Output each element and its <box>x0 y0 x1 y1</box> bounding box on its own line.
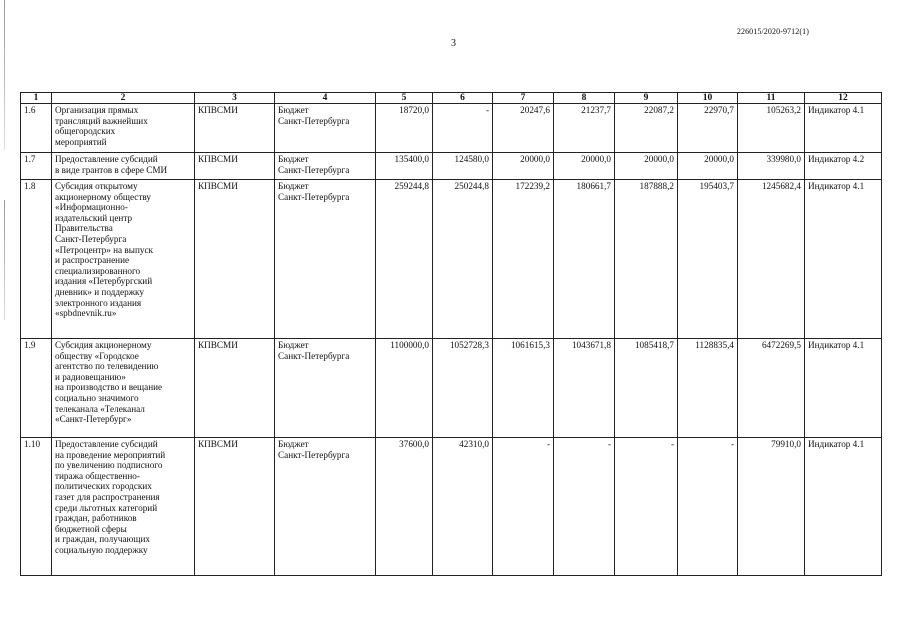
row-id: 1.9 <box>21 339 52 438</box>
row-value: 1245682,4 <box>738 180 805 339</box>
column-header: 1 <box>21 93 52 104</box>
row-value: 339980,0 <box>738 153 805 180</box>
row-value: 21237,7 <box>554 104 615 153</box>
document-id: 226015/2020-9712(1) <box>736 27 809 36</box>
table-row <box>21 438 882 576</box>
row-source: Бюджет Санкт-Петербурга <box>275 104 376 153</box>
row-indicator: Индикатор 4.1 <box>805 104 882 153</box>
row-executor: КПВСМИ <box>195 339 275 438</box>
row-id: 1.6 <box>21 104 52 153</box>
column-header: 9 <box>615 93 678 104</box>
row-source: Бюджет Санкт-Петербурга <box>275 180 376 339</box>
row-value: 187888,2 <box>615 180 678 339</box>
row-value: 6472269,5 <box>738 339 805 438</box>
scan-margin-mark <box>4 200 5 320</box>
column-header: 5 <box>376 93 433 104</box>
table-row <box>21 180 882 339</box>
row-id: 1.10 <box>21 438 52 576</box>
row-value: 37600,0 <box>376 438 433 576</box>
table-row <box>21 104 882 153</box>
row-name: Субсидия открытому акционерному обществу «Информационно- издательский центр Правительства Санкт-Петербурга «Петроцентр» на выпуск и распространение специализированного издания «Петербургский дневник» и поддержку электронного издания «spbdnevnik.ru» <box>52 180 195 339</box>
row-value: 79910,0 <box>738 438 805 576</box>
column-header: 2 <box>52 93 195 104</box>
row-indicator: Индикатор 4.2 <box>805 153 882 180</box>
row-value: 135400,0 <box>376 153 433 180</box>
row-value: 250244,8 <box>433 180 493 339</box>
row-value: 1052728,3 <box>433 339 493 438</box>
row-value: 105263,2 <box>738 104 805 153</box>
row-value: 1128835,4 <box>678 339 738 438</box>
column-header: 10 <box>678 93 738 104</box>
row-value: 18720,0 <box>376 104 433 153</box>
row-value: 42310,0 <box>433 438 493 576</box>
page-number: 3 <box>451 38 456 49</box>
row-value: 1100000,0 <box>376 339 433 438</box>
row-value: 172239,2 <box>493 180 554 339</box>
column-header: 11 <box>738 93 805 104</box>
table-row <box>21 153 882 180</box>
row-value: 20247,6 <box>493 104 554 153</box>
row-name: Субсидия акционерному обществу «Городское агентство по телевидению и радиовещанию» на производство и вещание социально значимого телеканала «Телеканал «Санкт-Петербург» <box>52 339 195 438</box>
row-id: 1.8 <box>21 180 52 339</box>
row-source: Бюджет Санкт-Петербурга <box>275 339 376 438</box>
row-indicator: Индикатор 4.1 <box>805 180 882 339</box>
row-source: Бюджет Санкт-Петербурга <box>275 153 376 180</box>
row-value: 20000,0 <box>678 153 738 180</box>
scan-margin-mark <box>4 0 5 150</box>
row-executor: КПВСМИ <box>195 104 275 153</box>
column-header: 4 <box>275 93 376 104</box>
table-header-row <box>21 93 882 104</box>
row-value: 180661,7 <box>554 180 615 339</box>
row-value: 20000,0 <box>554 153 615 180</box>
column-header: 12 <box>805 93 882 104</box>
column-header: 3 <box>195 93 275 104</box>
row-value: 195403,7 <box>678 180 738 339</box>
row-value: - <box>493 438 554 576</box>
row-value: - <box>615 438 678 576</box>
row-indicator: Индикатор 4.1 <box>805 438 882 576</box>
row-name: Организация прямых трансляций важнейших общегородских мероприятий <box>52 104 195 153</box>
table-row <box>21 339 882 438</box>
row-indicator: Индикатор 4.1 <box>805 339 882 438</box>
column-header: 6 <box>433 93 493 104</box>
row-value: - <box>433 104 493 153</box>
row-id: 1.7 <box>21 153 52 180</box>
column-header: 8 <box>554 93 615 104</box>
row-executor: КПВСМИ <box>195 438 275 576</box>
row-value: 22087,2 <box>615 104 678 153</box>
row-name: Предоставление субсидий в виде грантов в сфере СМИ <box>52 153 195 180</box>
row-value: 1085418,7 <box>615 339 678 438</box>
row-value: 20000,0 <box>493 153 554 180</box>
row-value: - <box>678 438 738 576</box>
row-value: 259244,8 <box>376 180 433 339</box>
column-header: 7 <box>493 93 554 104</box>
row-executor: КПВСМИ <box>195 180 275 339</box>
row-name: Предоставление субсидий на проведение мероприятий по увеличению подписного тиража общественно- политических городских газет для распространения среди льготных категорий граждан, работников бюджетной сферы и граждан, получающих социальную поддержку <box>52 438 195 576</box>
row-value: 22970,7 <box>678 104 738 153</box>
row-value: - <box>554 438 615 576</box>
budget-table <box>20 92 882 576</box>
row-value: 1043671,8 <box>554 339 615 438</box>
row-executor: КПВСМИ <box>195 153 275 180</box>
row-source: Бюджет Санкт-Петербурга <box>275 438 376 576</box>
row-value: 20000,0 <box>615 153 678 180</box>
row-value: 1061615,3 <box>493 339 554 438</box>
row-value: 124580,0 <box>433 153 493 180</box>
